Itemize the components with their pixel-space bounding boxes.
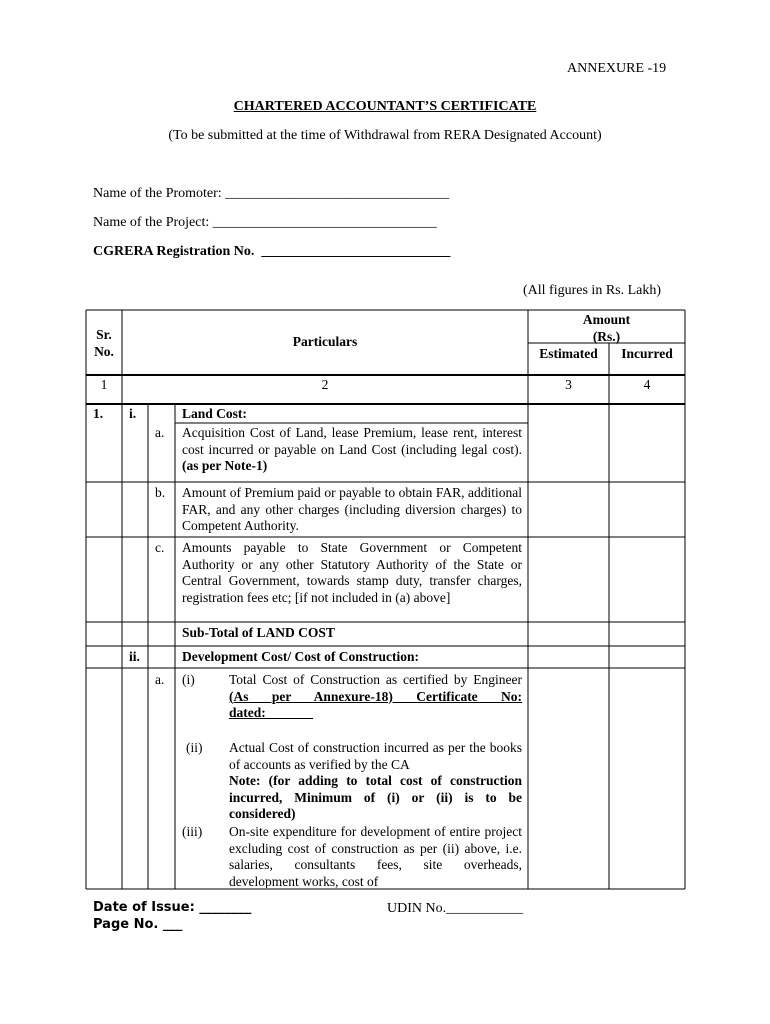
col-header-estimated: Estimated (539, 346, 598, 361)
development-cost-heading: Development Cost/ Cost of Construction: (182, 649, 419, 664)
col-number: 4 (643, 377, 651, 392)
certificate-subtitle: (To be submitted at the time of Withdrawal from RERA Designated Account) (168, 128, 602, 143)
land-cost-subtotal: Sub-Total of LAND COST (182, 625, 335, 640)
col-header-particulars: Particulars (292, 334, 358, 349)
sub-item-label-iii: (iii) (182, 824, 203, 839)
registration-number-field[interactable]: CGRERA Registration No. ___________________________ (93, 244, 451, 259)
certificate-title: CHARTERED ACCOUNTANT’S CERTIFICATE (233, 99, 537, 114)
promoter-name-field[interactable]: Name of the Promoter: ________________________________ (93, 186, 450, 201)
project-name-field[interactable]: Name of the Project: ________________________________ (93, 215, 437, 230)
col-number: 3 (565, 377, 572, 392)
col-header-sr-no: Sr. No. (94, 327, 114, 359)
col-number: 2 (321, 377, 329, 392)
item-a-note: (as per Note-1) (182, 458, 268, 473)
row-roman-i: i. (129, 406, 137, 421)
sub-item-label-i: (i) (182, 672, 195, 687)
sub-item-i-certificate: (As per Annexure-18) Certificate No: dated:_______ (229, 688, 522, 720)
item-c-text: Amounts payable to State Government or Competent Authority or any other Statutory Authority of the State or Central Government, towards stamp duty, transfer charges, registration fees etc; [if not included in (a) above] (182, 540, 522, 605)
item-b-text: Amount of Premium paid or payable to obtain FAR, additional FAR, and any other charges (including diversion charges) to Competent Authority. (182, 485, 522, 533)
annexure-label: ANNEXURE -19 (567, 61, 667, 76)
item-a-text: Acquisition Cost of Land, lease Premium, lease rent, interest cost incurred or payable on Land Cost (including legal cost). (as per Note-1) (182, 425, 522, 473)
item-label-a: a. (155, 425, 165, 440)
sub-item-iii-text: On-site expenditure for development of entire project excluding cost of construction as per (ii) above, i.e. salaries, consultants fees, site overheads, development works, cost of (229, 824, 522, 888)
col-header-incurred: Incurred (621, 346, 673, 361)
land-cost-heading: Land Cost: (182, 406, 247, 421)
page-number: Page No. ___ (93, 917, 183, 932)
sub-item-label-ii: (ii) (186, 740, 203, 755)
col-header-amount: Amount (Rs.) (582, 312, 631, 344)
row-roman-ii: ii. (129, 649, 140, 664)
row-sr-number: 1. (93, 406, 104, 421)
sub-item-i-text: Total Cost of Construction as certified by Engineer (As per Annexure-18) Certificate No: dated:_______ (229, 672, 522, 720)
udin-number: UDIN No.___________ (387, 901, 524, 916)
item-label-c: c. (155, 540, 165, 555)
col-number: 1 (100, 377, 108, 392)
sub-item-ii-text: Actual Cost of construction incurred as per the books of accounts as verified by the CA (229, 740, 522, 772)
sub-item-ii-note: Note: (for adding to total cost of construction incurred, Minimum of (i) or (ii) is to be considered) (229, 773, 522, 821)
item-label-a2: a. (155, 672, 165, 687)
units-note: (All figures in Rs. Lakh) (523, 283, 662, 298)
item-label-b: b. (155, 485, 166, 500)
date-of-issue: Date of Issue: ________ (93, 900, 252, 915)
